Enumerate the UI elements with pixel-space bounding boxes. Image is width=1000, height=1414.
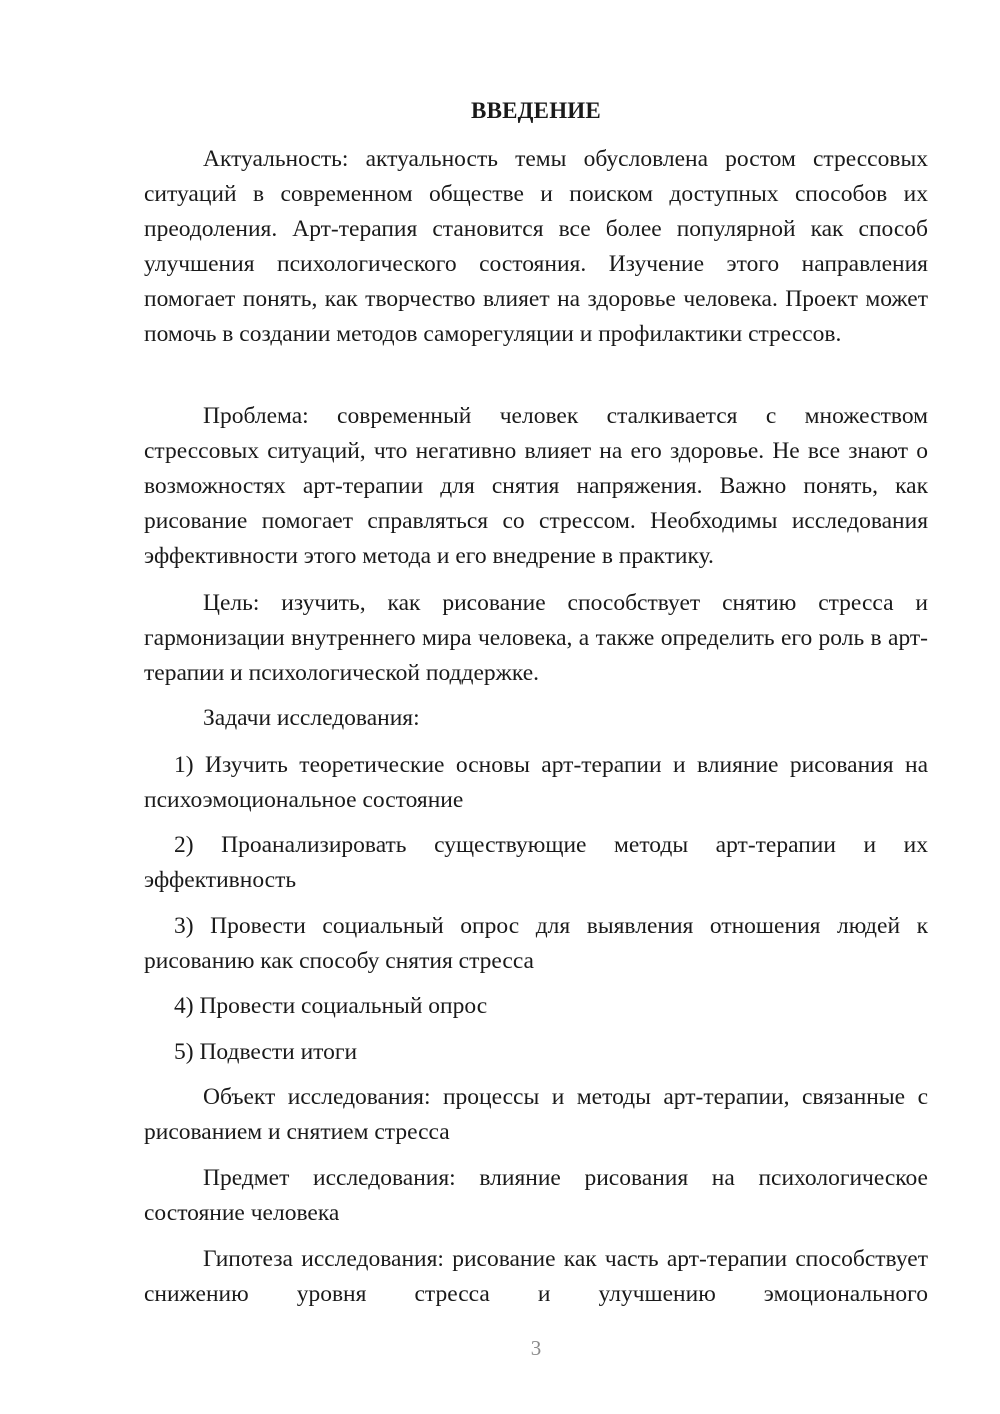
paragraph-relevance: Актуальность: актуальность темы обусловлена ростом стрессовых ситуаций в современном обществе и поиском доступных способов их преодоления. Арт-терапия становится все более популярной как способ улучшения психологического состояния. Изучение этого направления помогает понять, как творчество влияет на здоровье человека. Проект может помочь в создании методов саморегуляции и профилактики стрессов. <box>144 146 928 347</box>
paragraph-problem: Проблема: современный человек сталкивается с множеством стрессовых ситуаций, что негативно влияет на его здоровье. Не все знают о возможностях арт-терапии для снятия напряжения. Важно понять, как рисование помогает справляться со стрессом. Необходимы исследования эффективности этого метода и его внедрение в практику. <box>144 403 928 569</box>
task-item-4: 4) Провести социальный опрос <box>174 993 488 1019</box>
task-item-2: 2) Проанализировать существующие методы арт-терапии и их эффективность <box>144 832 928 893</box>
task-item-5: 5) Подвести итоги <box>174 1039 358 1065</box>
paragraph-subject: Предмет исследования: влияние рисования на психологическое состояние человека <box>144 1165 928 1226</box>
page-number: 3 <box>530 1336 542 1360</box>
task-item-3: 3) Провести социальный опрос для выявления отношения людей к рисованию как способу снятия стресса <box>144 913 928 974</box>
task-item-1: 1) Изучить теоретические основы арт-терапии и влияние рисования на психоэмоциональное состояние <box>144 752 928 813</box>
paragraph-hypothesis: Гипотеза исследования: рисование как часть арт-терапии способствует снижению уровня стресса и улучшению эмоционального <box>144 1246 928 1307</box>
tasks-title: Задачи исследования: <box>203 705 420 731</box>
page-heading: ВВЕДЕНИЕ <box>471 98 601 123</box>
paragraph-object: Объект исследования: процессы и методы арт-терапии, связанные с рисованием и снятием стресса <box>144 1084 928 1145</box>
paragraph-goal: Цель: изучить, как рисование способствует снятию стресса и гармонизации внутреннего мира человека, а также определить его роль в арт-терапии и психологической поддержке. <box>144 590 928 686</box>
